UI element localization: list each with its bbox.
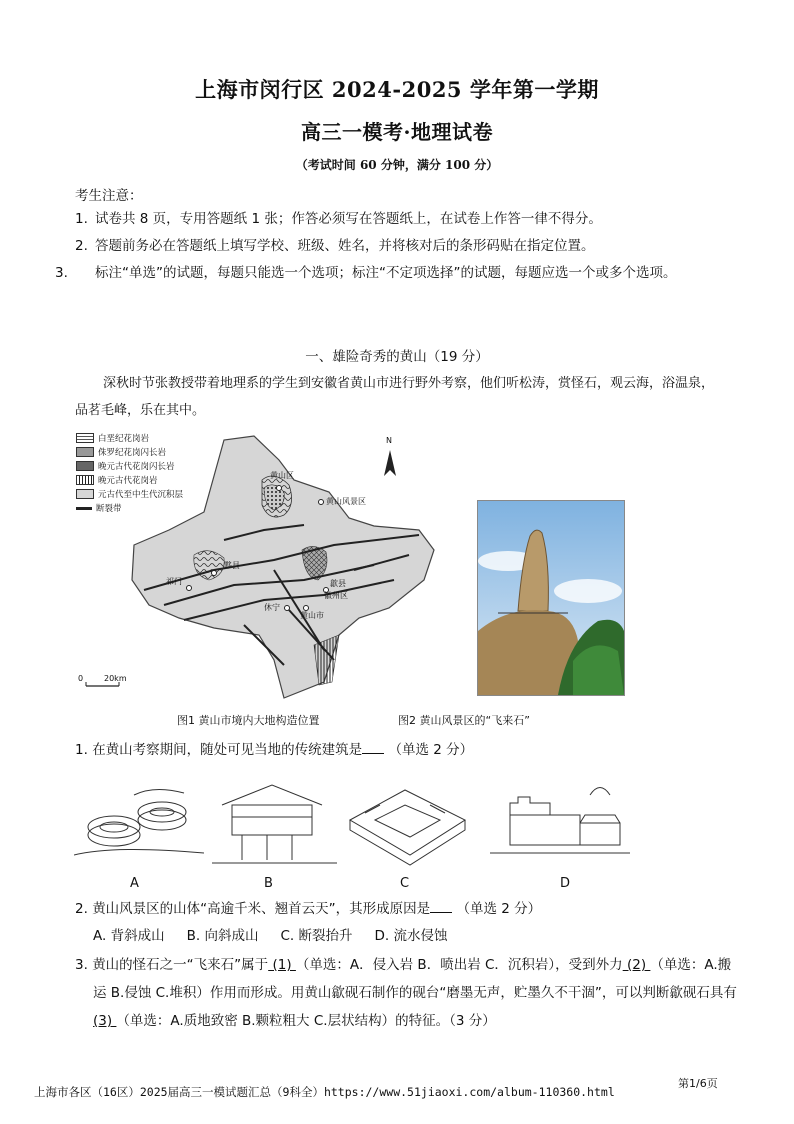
place-qimen: 祁门 <box>166 577 182 586</box>
section-intro: 深秋时节张教授带着地理系的学生到安徽省黄山市进行野外考察，他们听松涛，赏怪石，观云海，浴温泉，品茗毛峰，乐在其中。 <box>75 376 715 418</box>
legend-item-4: 晚元古代花岗岩 <box>76 474 158 486</box>
question-1: 1. 在黄山考察期间，随处可见当地的传统建筑是 （单选 2 分） <box>75 742 474 758</box>
place-huizhou-district: 徽州区 <box>324 591 348 600</box>
figure1-caption: 图1 黄山市境内大地构造位置 <box>177 714 320 727</box>
option-d-image <box>490 775 630 867</box>
north-label: N <box>386 436 392 445</box>
legend-item-6: 断裂带 <box>76 502 122 514</box>
notes-heading: 考生注意： <box>75 188 143 204</box>
legend-item-1: 白垩纪花岗岩 <box>76 432 149 444</box>
geology-map <box>74 430 436 700</box>
option-d-label: D <box>560 876 571 891</box>
question-2: 2. 黄山风景区的山体“高逾千米、翘首云天”，其形成原因是 （单选 2 分） <box>75 901 542 917</box>
feilaishi-photo <box>477 500 625 696</box>
answer-blank-q3-2[interactable]: (2) <box>622 957 651 973</box>
question-3: 3. 黄山的怪石之一“飞来石”属于 (1) （单选：A．侵入岩 B．喷出岩 C．沉积岩），受到外力 (2) （单选：A.搬运 B.侵蚀 C.堆积）作用而形成。用黄山歙砚石制作的砚台“磨墨无声，贮墨久不干涸”，可以判断歙砚石具有 (3) （单选：A.质地致密 B.颗粒粗大 C.层状结构）的特征。（3 分） <box>75 957 737 1029</box>
option-a-label: A <box>130 876 139 891</box>
exam-title-line2: 高三一模考·地理试卷 <box>301 120 493 144</box>
figure2-caption: 图2 黄山风景区的“飞来石” <box>398 714 530 727</box>
tulou-drawing <box>74 775 204 867</box>
answer-blank-q3-3[interactable]: (3) <box>93 1013 117 1029</box>
scale-zero: 0 <box>78 674 84 683</box>
legend-item-3: 晚元古代花岗闪长岩 <box>76 460 175 472</box>
option-c-label: C <box>400 876 410 891</box>
place-huangshan-city: 黄山市 <box>300 611 324 620</box>
exam-title-line1: 上海市闵行区 2024-2025 学年第一学期 <box>195 77 599 102</box>
answer-blank-q3-1[interactable]: (1) <box>268 957 296 973</box>
legend-item-5: 元古代至中生代沉积层 <box>76 488 183 500</box>
scale-length: 20km <box>104 674 127 683</box>
answer-blank-q1[interactable] <box>362 740 384 754</box>
note-item-1: 1. 试卷共 8 页，专用答题纸 1 张；作答必须写在答题纸上，在试卷上作答一律不得分。 <box>75 211 602 227</box>
option-b-label: B <box>264 876 273 891</box>
q2-option-b: B. 向斜成山 <box>186 928 259 944</box>
place-yixian: 黟县 <box>224 561 240 570</box>
huizhou-house-drawing <box>490 775 630 867</box>
option-c-image <box>345 775 470 867</box>
note-item-2: 2. 答题前务必在答题纸上填写学校、班级、姓名，并将核对后的条形码贴在指定位置。 <box>75 238 595 254</box>
source-link[interactable]: 上海市各区（16区）2025届高三一模试题汇总（9科全）https://www.51jiaoxi.com/album-110360.html <box>34 1085 615 1099</box>
answer-blank-q2[interactable] <box>430 899 452 913</box>
place-shexian: 歙县 <box>330 579 346 588</box>
legend-item-2: 侏罗纪花岗闪长岩 <box>76 446 166 458</box>
place-scenic-area: 黄山风景区 <box>326 497 366 506</box>
question-2-options <box>93 923 653 949</box>
place-xiuning: 休宁 <box>264 603 280 612</box>
q2-option-d: D. 流水侵蚀 <box>374 928 448 944</box>
option-b-image <box>212 775 337 867</box>
page-number: 第1/6页 <box>678 1077 718 1090</box>
q2-option-c: C. 断裂抬升 <box>280 928 353 944</box>
stilt-house-drawing <box>212 775 337 867</box>
note-item-3: 3. 标注“单选”的试题，每题只能选一个选项；标注“不定项选择”的试题，每题应选一个或多个选项。 <box>55 265 677 281</box>
section-title: 一、雄险奇秀的黄山（19 分） <box>305 349 489 365</box>
option-a-image <box>74 775 204 867</box>
q2-option-a: A. 背斜成山 <box>93 928 165 944</box>
feilaishi-photo-graphic <box>478 501 624 695</box>
exam-info: （考试时间 60 分钟，满分 100 分） <box>295 158 499 172</box>
siheyuan-drawing <box>345 775 470 867</box>
place-huangshan-district: 黄山区 <box>270 471 294 480</box>
